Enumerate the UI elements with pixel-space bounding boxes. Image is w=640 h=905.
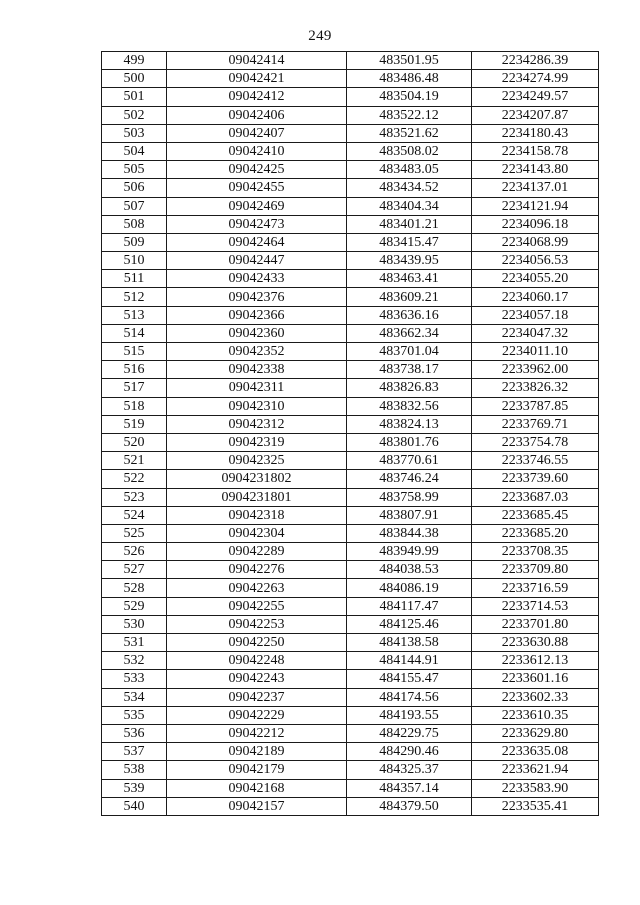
table-row	[102, 70, 599, 88]
point-number-cell: 539	[102, 779, 167, 797]
point-id-cell: 09042412	[167, 88, 347, 106]
x-coordinate-cell: 483662.34	[347, 324, 472, 342]
table-row	[102, 270, 599, 288]
x-coordinate-cell: 483483.05	[347, 161, 472, 179]
table-row	[102, 343, 599, 361]
point-number-cell: 512	[102, 288, 167, 306]
table-row	[102, 524, 599, 542]
table-row	[102, 252, 599, 270]
x-coordinate-cell: 483701.04	[347, 343, 472, 361]
point-number-cell: 502	[102, 106, 167, 124]
y-coordinate-cell: 2233583.90	[472, 779, 599, 797]
point-number-cell: 540	[102, 797, 167, 815]
y-coordinate-cell: 2233629.80	[472, 724, 599, 742]
point-id-cell: 09042421	[167, 70, 347, 88]
point-id-cell: 09042255	[167, 597, 347, 615]
x-coordinate-cell: 483404.34	[347, 197, 472, 215]
point-id-cell: 09042455	[167, 179, 347, 197]
point-number-cell: 536	[102, 724, 167, 742]
point-number-cell: 506	[102, 179, 167, 197]
point-id-cell: 09042312	[167, 415, 347, 433]
table-row	[102, 361, 599, 379]
point-id-cell: 09042229	[167, 706, 347, 724]
point-number-cell: 507	[102, 197, 167, 215]
point-id-cell: 09042366	[167, 306, 347, 324]
x-coordinate-cell: 483521.62	[347, 124, 472, 142]
table-row	[102, 288, 599, 306]
table-row	[102, 561, 599, 579]
coordinates-table	[101, 51, 599, 816]
y-coordinate-cell: 2233769.71	[472, 415, 599, 433]
table-row	[102, 761, 599, 779]
y-coordinate-cell: 2234158.78	[472, 142, 599, 160]
point-number-cell: 533	[102, 670, 167, 688]
table-row	[102, 179, 599, 197]
table-row	[102, 579, 599, 597]
point-id-cell: 09042157	[167, 797, 347, 815]
x-coordinate-cell: 484125.46	[347, 615, 472, 633]
x-coordinate-cell: 484138.58	[347, 634, 472, 652]
y-coordinate-cell: 2234137.01	[472, 179, 599, 197]
table-row	[102, 615, 599, 633]
point-id-cell: 09042406	[167, 106, 347, 124]
y-coordinate-cell: 2234180.43	[472, 124, 599, 142]
y-coordinate-cell: 2233610.35	[472, 706, 599, 724]
point-number-cell: 535	[102, 706, 167, 724]
x-coordinate-cell: 483770.61	[347, 452, 472, 470]
x-coordinate-cell: 484038.53	[347, 561, 472, 579]
table-row	[102, 233, 599, 251]
y-coordinate-cell: 2234055.20	[472, 270, 599, 288]
point-number-cell: 510	[102, 252, 167, 270]
point-id-cell: 09042352	[167, 343, 347, 361]
y-coordinate-cell: 2234207.87	[472, 106, 599, 124]
x-coordinate-cell: 483949.99	[347, 543, 472, 561]
x-coordinate-cell: 484325.37	[347, 761, 472, 779]
table-row	[102, 743, 599, 761]
x-coordinate-cell: 484086.19	[347, 579, 472, 597]
point-id-cell: 09042407	[167, 124, 347, 142]
x-coordinate-cell: 483401.21	[347, 215, 472, 233]
y-coordinate-cell: 2234286.39	[472, 52, 599, 70]
y-coordinate-cell: 2234143.80	[472, 161, 599, 179]
point-id-cell: 09042425	[167, 161, 347, 179]
x-coordinate-cell: 484174.56	[347, 688, 472, 706]
y-coordinate-cell: 2234249.57	[472, 88, 599, 106]
x-coordinate-cell: 484193.55	[347, 706, 472, 724]
point-number-cell: 519	[102, 415, 167, 433]
point-id-cell: 09042464	[167, 233, 347, 251]
x-coordinate-cell: 483636.16	[347, 306, 472, 324]
y-coordinate-cell: 2234060.17	[472, 288, 599, 306]
point-id-cell: 09042433	[167, 270, 347, 288]
point-id-cell: 09042318	[167, 506, 347, 524]
point-id-cell: 09042248	[167, 652, 347, 670]
y-coordinate-cell: 2233716.59	[472, 579, 599, 597]
table-row	[102, 161, 599, 179]
x-coordinate-cell: 483501.95	[347, 52, 472, 70]
x-coordinate-cell: 484229.75	[347, 724, 472, 742]
table-row	[102, 142, 599, 160]
table-row	[102, 415, 599, 433]
table-row	[102, 779, 599, 797]
point-number-cell: 525	[102, 524, 167, 542]
point-number-cell: 511	[102, 270, 167, 288]
point-id-cell: 09042243	[167, 670, 347, 688]
table-row	[102, 124, 599, 142]
page-number: 249	[308, 28, 332, 44]
y-coordinate-cell: 2233826.32	[472, 379, 599, 397]
y-coordinate-cell: 2233739.60	[472, 470, 599, 488]
table-row	[102, 488, 599, 506]
point-number-cell: 517	[102, 379, 167, 397]
point-id-cell: 09042410	[167, 142, 347, 160]
y-coordinate-cell: 2233787.85	[472, 397, 599, 415]
x-coordinate-cell: 483807.91	[347, 506, 472, 524]
y-coordinate-cell: 2233601.16	[472, 670, 599, 688]
coordinates-table-body	[102, 52, 599, 816]
table-row	[102, 797, 599, 815]
x-coordinate-cell: 483824.13	[347, 415, 472, 433]
table-row	[102, 52, 599, 70]
table-row	[102, 706, 599, 724]
point-id-cell: 09042212	[167, 724, 347, 742]
x-coordinate-cell: 484290.46	[347, 743, 472, 761]
point-id-cell: 09042447	[167, 252, 347, 270]
table-row	[102, 470, 599, 488]
y-coordinate-cell: 2233602.33	[472, 688, 599, 706]
x-coordinate-cell: 483609.21	[347, 288, 472, 306]
point-number-cell: 513	[102, 306, 167, 324]
x-coordinate-cell: 483508.02	[347, 142, 472, 160]
y-coordinate-cell: 2234068.99	[472, 233, 599, 251]
table-row	[102, 397, 599, 415]
table-row	[102, 670, 599, 688]
point-id-cell: 09042376	[167, 288, 347, 306]
x-coordinate-cell: 483522.12	[347, 106, 472, 124]
y-coordinate-cell: 2233962.00	[472, 361, 599, 379]
point-id-cell: 09042414	[167, 52, 347, 70]
y-coordinate-cell: 2233621.94	[472, 761, 599, 779]
point-id-cell: 0904231801	[167, 488, 347, 506]
point-number-cell: 515	[102, 343, 167, 361]
point-number-cell: 509	[102, 233, 167, 251]
point-id-cell: 09042360	[167, 324, 347, 342]
point-number-cell: 527	[102, 561, 167, 579]
point-number-cell: 499	[102, 52, 167, 70]
y-coordinate-cell: 2233630.88	[472, 634, 599, 652]
point-number-cell: 523	[102, 488, 167, 506]
table-row	[102, 724, 599, 742]
point-id-cell: 09042263	[167, 579, 347, 597]
point-id-cell: 09042276	[167, 561, 347, 579]
table-row	[102, 433, 599, 451]
point-id-cell: 09042253	[167, 615, 347, 633]
y-coordinate-cell: 2234047.32	[472, 324, 599, 342]
point-number-cell: 520	[102, 433, 167, 451]
table-row	[102, 452, 599, 470]
point-number-cell: 500	[102, 70, 167, 88]
x-coordinate-cell: 483434.52	[347, 179, 472, 197]
x-coordinate-cell: 484357.14	[347, 779, 472, 797]
y-coordinate-cell: 2233714.53	[472, 597, 599, 615]
table-row	[102, 634, 599, 652]
point-number-cell: 529	[102, 597, 167, 615]
point-id-cell: 09042250	[167, 634, 347, 652]
table-row	[102, 506, 599, 524]
point-id-cell: 09042289	[167, 543, 347, 561]
x-coordinate-cell: 483463.41	[347, 270, 472, 288]
y-coordinate-cell: 2233635.08	[472, 743, 599, 761]
y-coordinate-cell: 2234096.18	[472, 215, 599, 233]
x-coordinate-cell: 483758.99	[347, 488, 472, 506]
point-number-cell: 534	[102, 688, 167, 706]
x-coordinate-cell: 483832.56	[347, 397, 472, 415]
table-row	[102, 324, 599, 342]
x-coordinate-cell: 483439.95	[347, 252, 472, 270]
y-coordinate-cell: 2233685.20	[472, 524, 599, 542]
point-number-cell: 522	[102, 470, 167, 488]
y-coordinate-cell: 2234011.10	[472, 343, 599, 361]
y-coordinate-cell: 2234121.94	[472, 197, 599, 215]
point-id-cell: 0904231802	[167, 470, 347, 488]
table-row	[102, 197, 599, 215]
y-coordinate-cell: 2234056.53	[472, 252, 599, 270]
point-id-cell: 09042469	[167, 197, 347, 215]
y-coordinate-cell: 2233709.80	[472, 561, 599, 579]
x-coordinate-cell: 483486.48	[347, 70, 472, 88]
x-coordinate-cell: 484155.47	[347, 670, 472, 688]
point-id-cell: 09042473	[167, 215, 347, 233]
table-row	[102, 215, 599, 233]
y-coordinate-cell: 2233708.35	[472, 543, 599, 561]
x-coordinate-cell: 483844.38	[347, 524, 472, 542]
table-row	[102, 306, 599, 324]
y-coordinate-cell: 2233701.80	[472, 615, 599, 633]
x-coordinate-cell: 483415.47	[347, 233, 472, 251]
x-coordinate-cell: 483746.24	[347, 470, 472, 488]
table-row	[102, 688, 599, 706]
x-coordinate-cell: 484379.50	[347, 797, 472, 815]
point-number-cell: 518	[102, 397, 167, 415]
point-number-cell: 501	[102, 88, 167, 106]
y-coordinate-cell: 2233754.78	[472, 433, 599, 451]
x-coordinate-cell: 483801.76	[347, 433, 472, 451]
point-id-cell: 09042189	[167, 743, 347, 761]
y-coordinate-cell: 2233746.55	[472, 452, 599, 470]
point-number-cell: 526	[102, 543, 167, 561]
x-coordinate-cell: 483738.17	[347, 361, 472, 379]
point-number-cell: 516	[102, 361, 167, 379]
y-coordinate-cell: 2234274.99	[472, 70, 599, 88]
point-number-cell: 521	[102, 452, 167, 470]
table-row	[102, 106, 599, 124]
point-number-cell: 503	[102, 124, 167, 142]
table-row	[102, 652, 599, 670]
point-number-cell: 537	[102, 743, 167, 761]
point-id-cell: 09042310	[167, 397, 347, 415]
y-coordinate-cell: 2234057.18	[472, 306, 599, 324]
point-number-cell: 514	[102, 324, 167, 342]
point-number-cell: 505	[102, 161, 167, 179]
point-number-cell: 530	[102, 615, 167, 633]
point-id-cell: 09042319	[167, 433, 347, 451]
point-id-cell: 09042168	[167, 779, 347, 797]
point-id-cell: 09042338	[167, 361, 347, 379]
point-id-cell: 09042311	[167, 379, 347, 397]
x-coordinate-cell: 483504.19	[347, 88, 472, 106]
x-coordinate-cell: 483826.83	[347, 379, 472, 397]
table-row	[102, 88, 599, 106]
table-row	[102, 543, 599, 561]
table-row	[102, 379, 599, 397]
y-coordinate-cell: 2233685.45	[472, 506, 599, 524]
x-coordinate-cell: 484144.91	[347, 652, 472, 670]
point-number-cell: 538	[102, 761, 167, 779]
point-number-cell: 532	[102, 652, 167, 670]
point-number-cell: 508	[102, 215, 167, 233]
y-coordinate-cell: 2233612.13	[472, 652, 599, 670]
point-id-cell: 09042304	[167, 524, 347, 542]
y-coordinate-cell: 2233687.03	[472, 488, 599, 506]
table-row	[102, 597, 599, 615]
y-coordinate-cell: 2233535.41	[472, 797, 599, 815]
point-id-cell: 09042179	[167, 761, 347, 779]
x-coordinate-cell: 484117.47	[347, 597, 472, 615]
point-number-cell: 528	[102, 579, 167, 597]
point-id-cell: 09042237	[167, 688, 347, 706]
point-number-cell: 524	[102, 506, 167, 524]
point-number-cell: 531	[102, 634, 167, 652]
point-id-cell: 09042325	[167, 452, 347, 470]
point-number-cell: 504	[102, 142, 167, 160]
